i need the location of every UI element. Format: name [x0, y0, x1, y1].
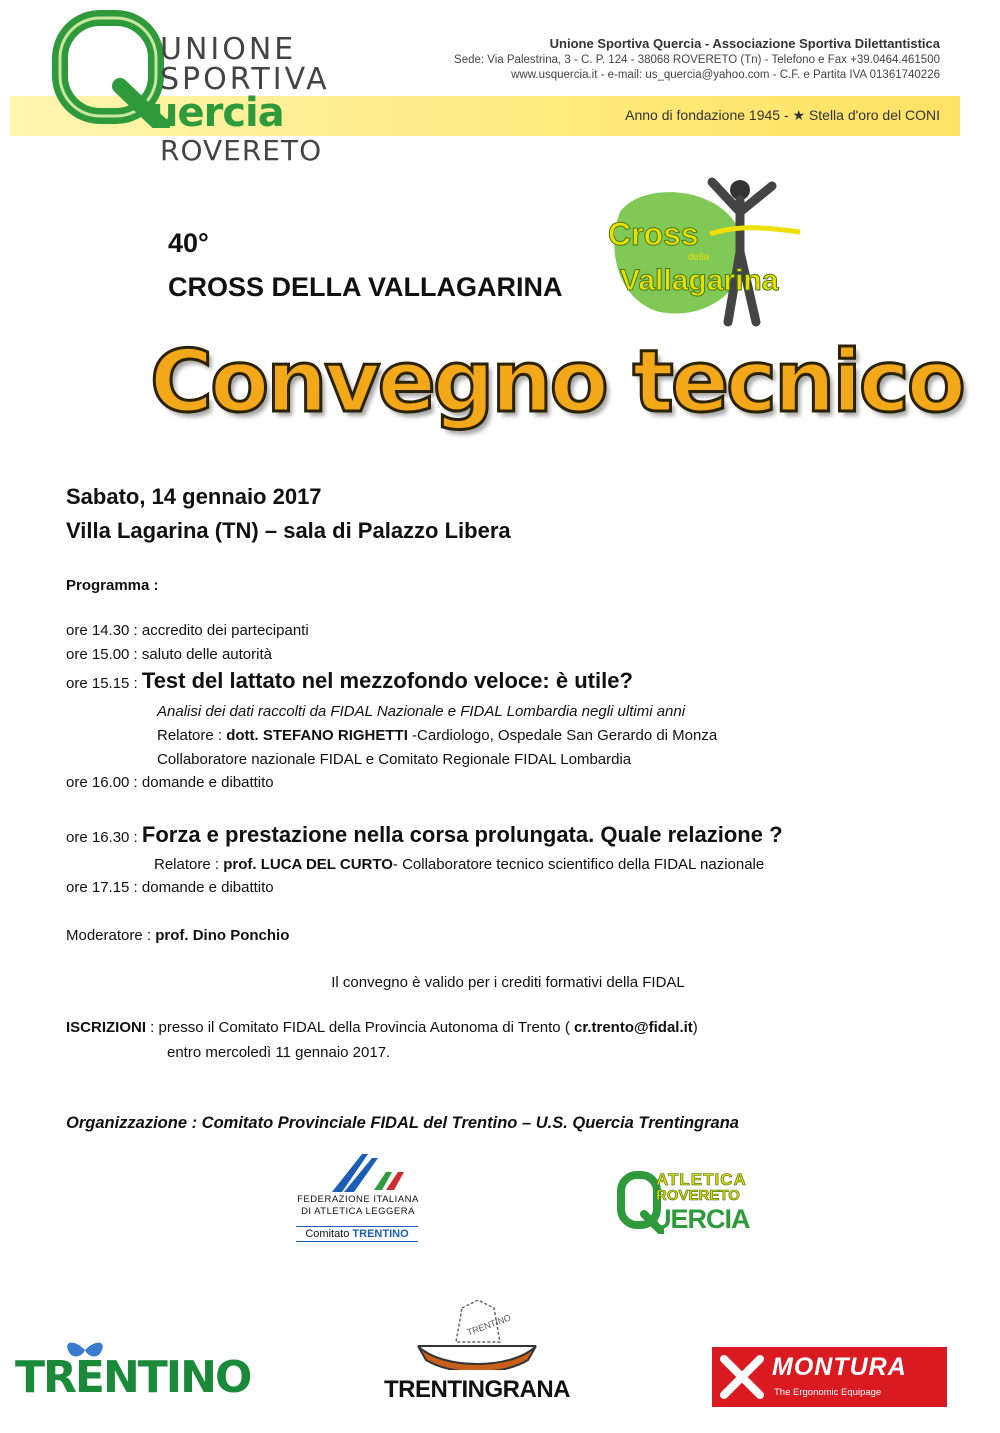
montura-x-icon: [718, 1353, 766, 1401]
credits-note: Il convegno è valido per i crediti formativi della FIDAL: [331, 974, 685, 991]
cross-logo-line3: Vallagarina: [620, 264, 779, 297]
program-item-1500: [66, 646, 272, 663]
fidal-committee: [296, 1226, 418, 1242]
trentingrana-badge: TRENTINO: [465, 1312, 513, 1338]
org-name: Unione Sportiva Quercia - Associazione Sportiva Dilettantistica: [549, 36, 940, 51]
time-label: ore 15.00 :: [66, 646, 142, 663]
fidal-committee-label: Comitato: [305, 1228, 353, 1240]
logo-word-quercia: uercia: [150, 90, 284, 136]
organization-line: Organizzazione : Comitato Provinciale FIDAL del Trentino – U.S. Quercia Trentingrana: [66, 1114, 739, 1132]
talk-subtitle: Analisi dei dati raccolti da FIDAL Nazionale e FIDAL Lombardia negli ultimi anni: [157, 703, 686, 720]
speaker-role: -Cardiologo, Ospedale San Gerardo di Monza: [407, 727, 718, 744]
time-label: ore 14.30 :: [66, 622, 142, 639]
talk-speaker-line: [157, 727, 717, 744]
edition-number: 40°: [168, 228, 209, 258]
atletica-line3: UERCIA: [652, 1204, 750, 1234]
montura-wordmark: MONTURA: [772, 1353, 907, 1381]
logo-word-rovereto: ROVERETO: [160, 134, 323, 167]
speaker-role: - Collaboratore tecnico scientifico della FIDAL nazionale: [392, 856, 765, 873]
item-text: domande e dibattito: [141, 879, 274, 896]
montura-tagline: The Ergonomic Equipage: [774, 1387, 882, 1398]
trentingrana-logo: [382, 1300, 572, 1406]
time-label: ore 17.15 :: [66, 879, 142, 896]
fidal-line2: DI ATLETICA LEGGERA: [301, 1206, 415, 1217]
speaker-name: dott. STEFANO RIGHETTI: [226, 727, 408, 744]
talk-title: Forza e prestazione nella corsa prolungata. Quale relazione ?: [141, 822, 783, 847]
event-name: CROSS DELLA VALLAGARINA: [168, 272, 563, 302]
trentino-wordmark: TRENTINO: [15, 1352, 251, 1403]
registration-label: ISCRIZIONI: [66, 1019, 147, 1036]
event-date: Sabato, 14 gennaio 2017: [66, 484, 322, 509]
atletica-line2: ROVERETO: [656, 1187, 740, 1204]
atletica-quercia-logo: [616, 1170, 776, 1236]
speaker-name: prof. LUCA DEL CURTO: [223, 856, 393, 873]
logo-word-unione: UNIONE: [160, 32, 297, 67]
founded-line: Anno di fondazione 1945 - ★ Stella d'oro del CONI: [625, 107, 940, 123]
cross-logo-line2: della: [688, 252, 710, 263]
speaker-label: Relatore :: [154, 856, 224, 873]
item-text: domande e dibattito: [141, 774, 274, 791]
registration-line: [66, 1019, 698, 1036]
registration-deadline: entro mercoledì 11 gennaio 2017.: [167, 1044, 391, 1061]
montura-logo: [712, 1347, 947, 1407]
trentingrana-wordmark: TRENTINGRANA: [384, 1376, 570, 1403]
cross-logo-line1: Cross: [608, 216, 699, 252]
time-label: ore 16.00 :: [66, 774, 142, 791]
fidal-line1: FEDERAZIONE ITALIANA: [297, 1194, 419, 1205]
moderator-line: [66, 927, 289, 944]
moderator-name: prof. Dino Ponchio: [155, 927, 290, 944]
registration-close: ): [692, 1019, 698, 1036]
trentingrana-cheese-icon: [412, 1300, 542, 1370]
fidal-stripes-icon: [322, 1150, 412, 1192]
logo-word-sportiva: SPORTIVA: [160, 62, 330, 97]
program-item-1630: [66, 822, 783, 848]
talk-speaker-line: [154, 856, 764, 873]
speaker-collab: Collaboratore nazionale FIDAL e Comitato Regionale FIDAL Lombardia: [157, 751, 632, 768]
program-item-1600: [66, 774, 274, 791]
fidal-logo: [292, 1150, 424, 1248]
headline-convegno: Convegno tecnico: [150, 332, 963, 432]
time-label: ore 15.15 :: [66, 675, 142, 692]
trentino-logo: [15, 1338, 251, 1408]
cross-vallagarina-logo: [600, 172, 815, 330]
registration-text: : presso il Comitato FIDAL della Provincia Autonoma di Trento (: [146, 1019, 574, 1036]
event-venue: Villa Lagarina (TN) – sala di Palazzo Libera: [66, 518, 511, 543]
org-contacts: www.usquercia.it - e-mail: us_quercia@yahoo.com - C.F. e Partita IVA 01361740226: [511, 69, 940, 81]
program-item-1715: [66, 879, 274, 896]
registration-email: cr.trento@fidal.it: [573, 1019, 693, 1036]
speaker-label: Relatore :: [157, 727, 227, 744]
moderator-label: Moderatore :: [66, 927, 156, 944]
atletica-line1: ATLETICA: [656, 1170, 747, 1189]
fidal-committee-region: TRENTINO: [352, 1228, 409, 1240]
item-text: accredito dei partecipanti: [141, 622, 309, 639]
talk-title: Test del lattato nel mezzofondo veloce: è utile?: [141, 668, 633, 693]
program-item-1430: [66, 622, 309, 639]
time-label: ore 16.30 :: [66, 829, 142, 846]
program-heading: Programma :: [66, 577, 159, 594]
item-text: saluto delle autorità: [141, 646, 272, 663]
program-item-1515: [66, 668, 633, 694]
org-address: Sede: Via Palestrina, 3 - C. P. 124 - 38068 ROVERETO (Tn) - Telefono e Fax +39.0464.461500: [454, 54, 940, 66]
